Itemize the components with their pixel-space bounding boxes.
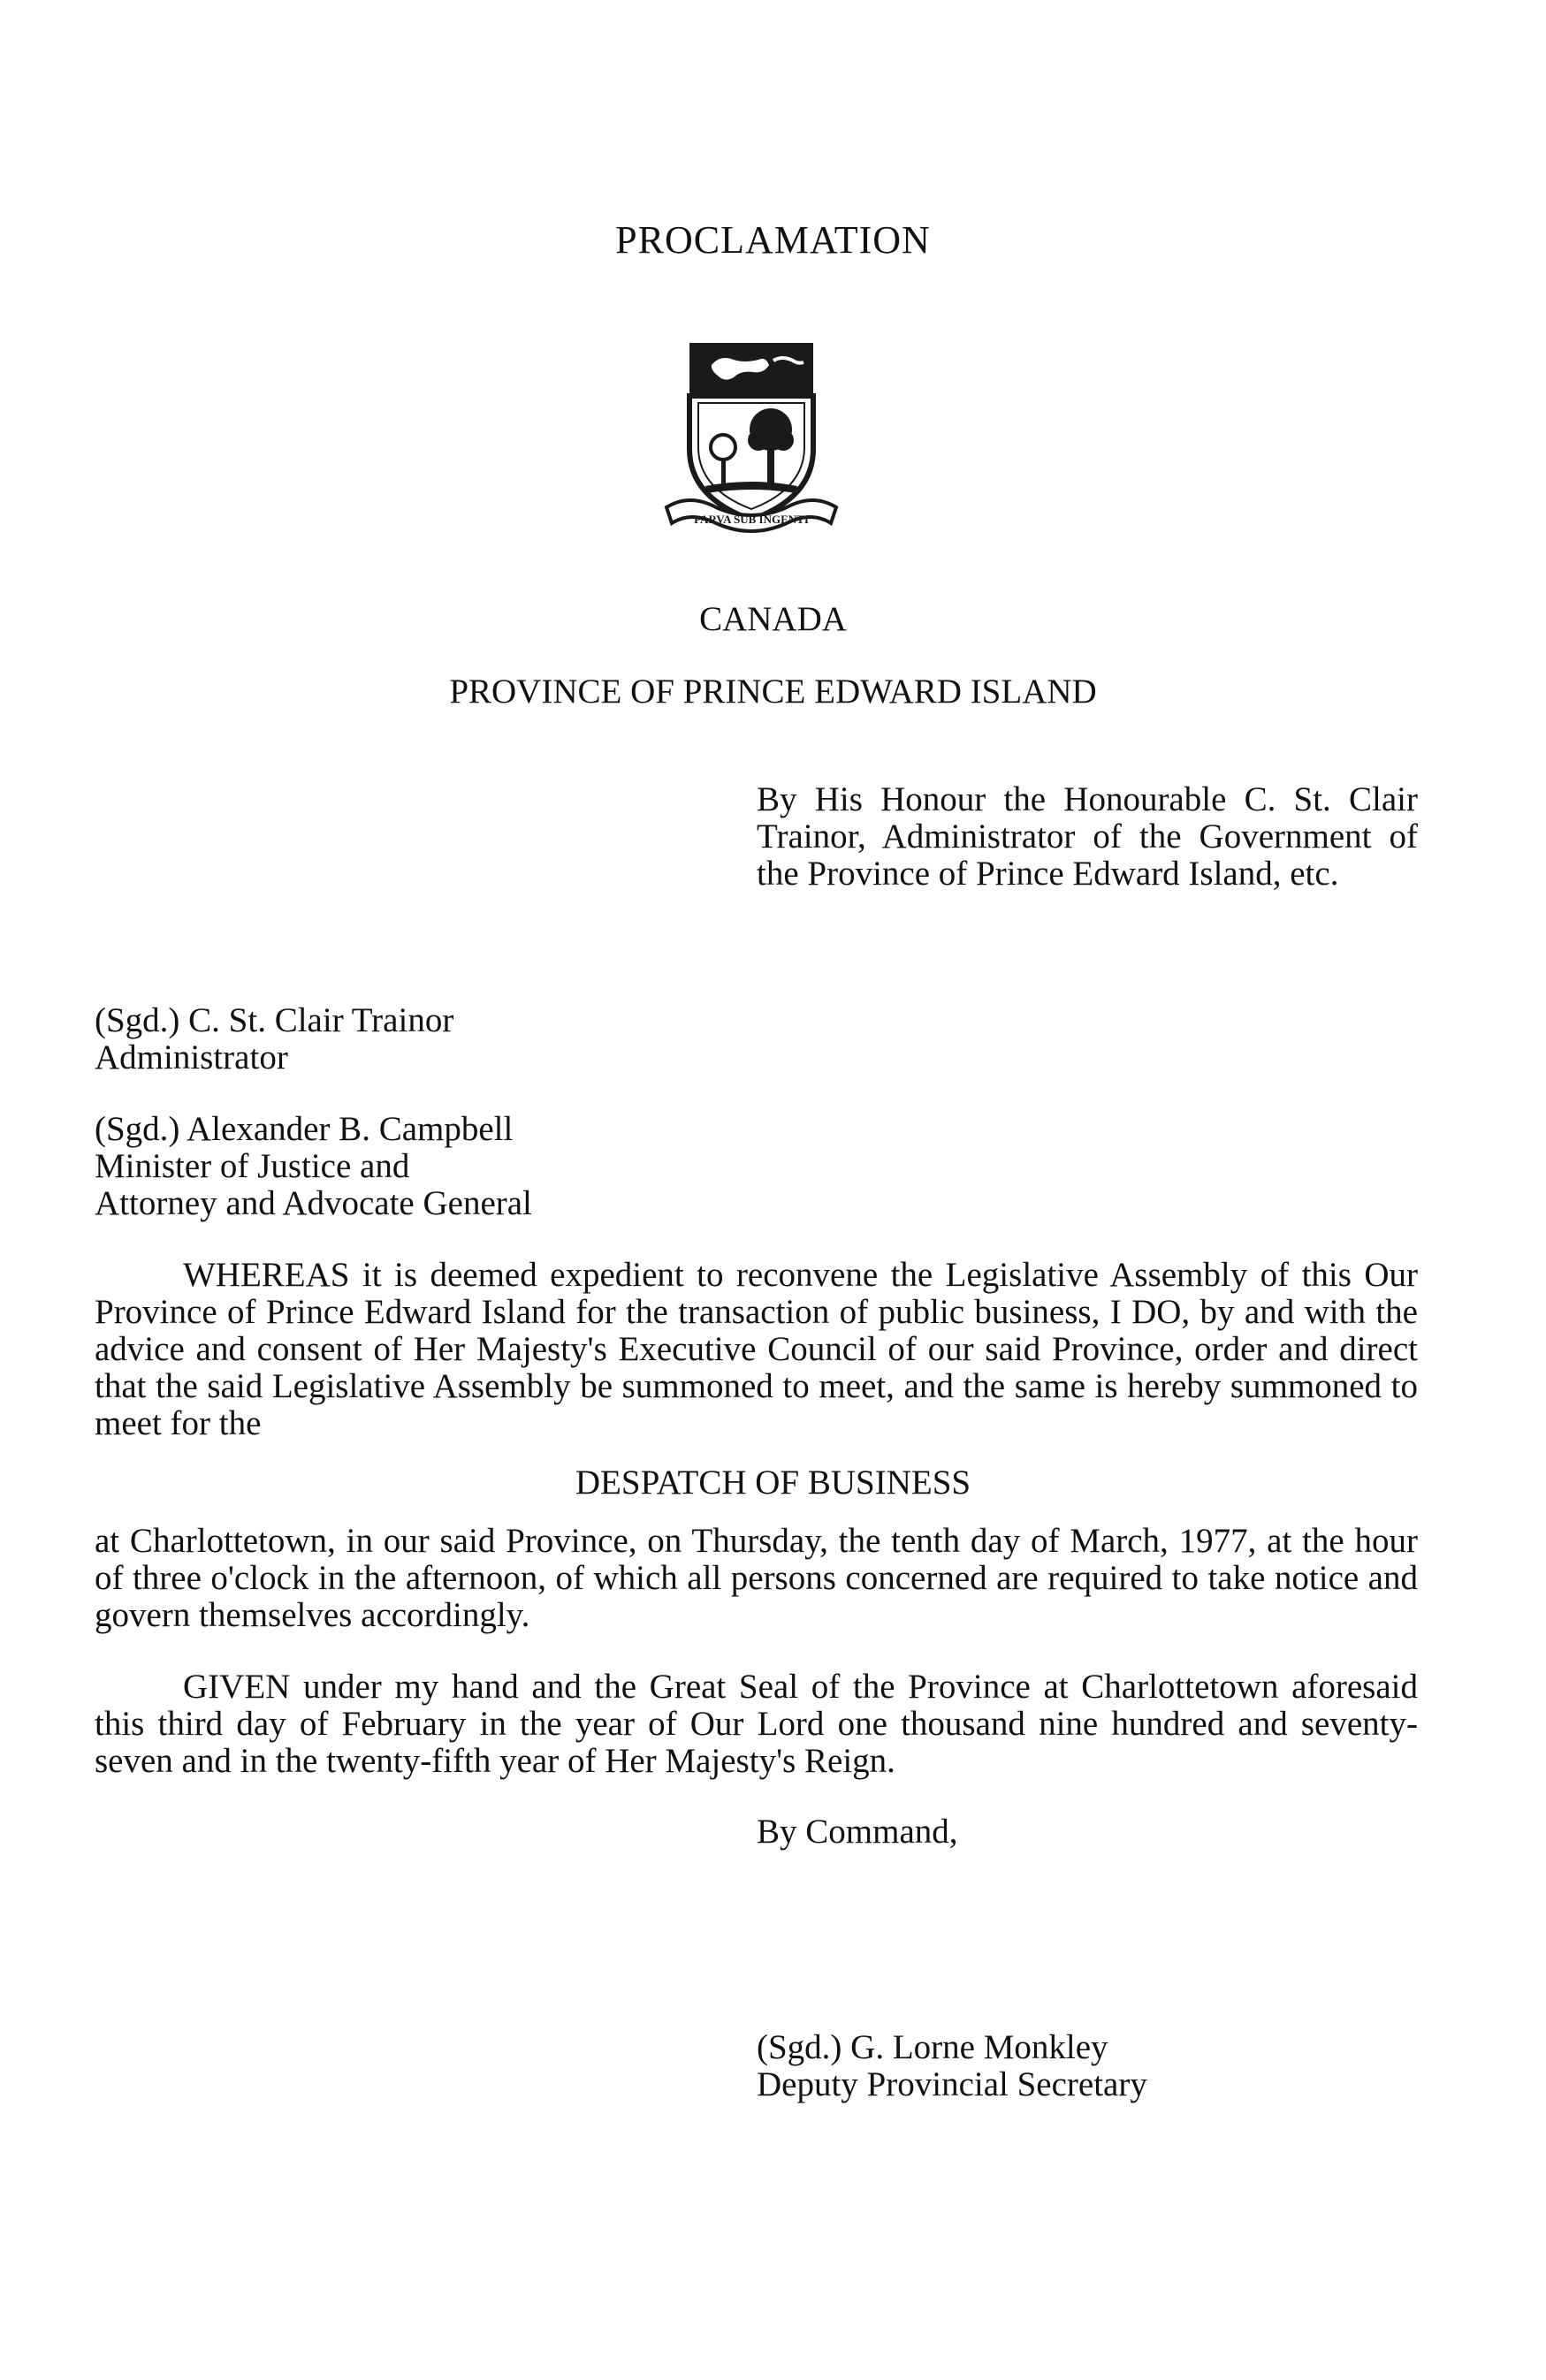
administrator-signature [95, 1002, 453, 1076]
signatory-title: Administrator [95, 1038, 288, 1076]
despatch-heading: DESPATCH OF BUSINESS [575, 1464, 971, 1502]
meeting-paragraph: at Charlottetown, in our said Province, on Thursday, the tenth day of March, 1977, at the hour of three o'clock in the afternoon, of which all persons concerned are required to take notice and govern themselves accordingly. [95, 1522, 1418, 1634]
signatory-name: (Sgd.) Alexander B. Campbell [95, 1110, 514, 1148]
coat-of-arms-icon [663, 334, 840, 537]
signatory-name: (Sgd.) G. Lorne Monkley [757, 2028, 1108, 2066]
page-title: PROCLAMATION [615, 218, 931, 262]
secretary-signature [757, 2029, 1147, 2103]
signatory-title: Minister of Justice and [95, 1147, 410, 1185]
signatory-title: Deputy Provincial Secretary [757, 2065, 1147, 2103]
province-heading: PROVINCE OF PRINCE EDWARD ISLAND [449, 673, 1097, 711]
signatory-name: (Sgd.) C. St. Clair Trainor [95, 1001, 454, 1039]
whereas-paragraph: WHEREAS it is deemed expedient to reconvene the Legislative Assembly of this Our Province of Prince Edward Island for the transaction of public business, I DO, by and with the advice and consent of Her Majesty's Executive Council of our said Province, order and direct that the said Legislative Assembly be summoned to meet, and the same is hereby summoned to meet for the [95, 1256, 1418, 1442]
country-heading: CANADA [699, 600, 847, 638]
authority-statement: By His Honour the Honourable C. St. Clair Trainor, Administrator of the Government of the Province of Prince Edward Island, etc. [757, 780, 1418, 893]
by-command: By Command, [757, 1813, 958, 1851]
crest-motto: PARVA SUB INGENTI [694, 513, 809, 526]
given-paragraph: GIVEN under my hand and the Great Seal of the Province at Charlottetown aforesaid this third day of February in the year of Our Lord one thousand nine hundred and seventy-seven and in the twenty-fifth year of Her Majesty's Reign. [95, 1668, 1418, 1780]
signatory-title: Attorney and Advocate General [95, 1184, 532, 1222]
minister-signature [95, 1111, 532, 1222]
